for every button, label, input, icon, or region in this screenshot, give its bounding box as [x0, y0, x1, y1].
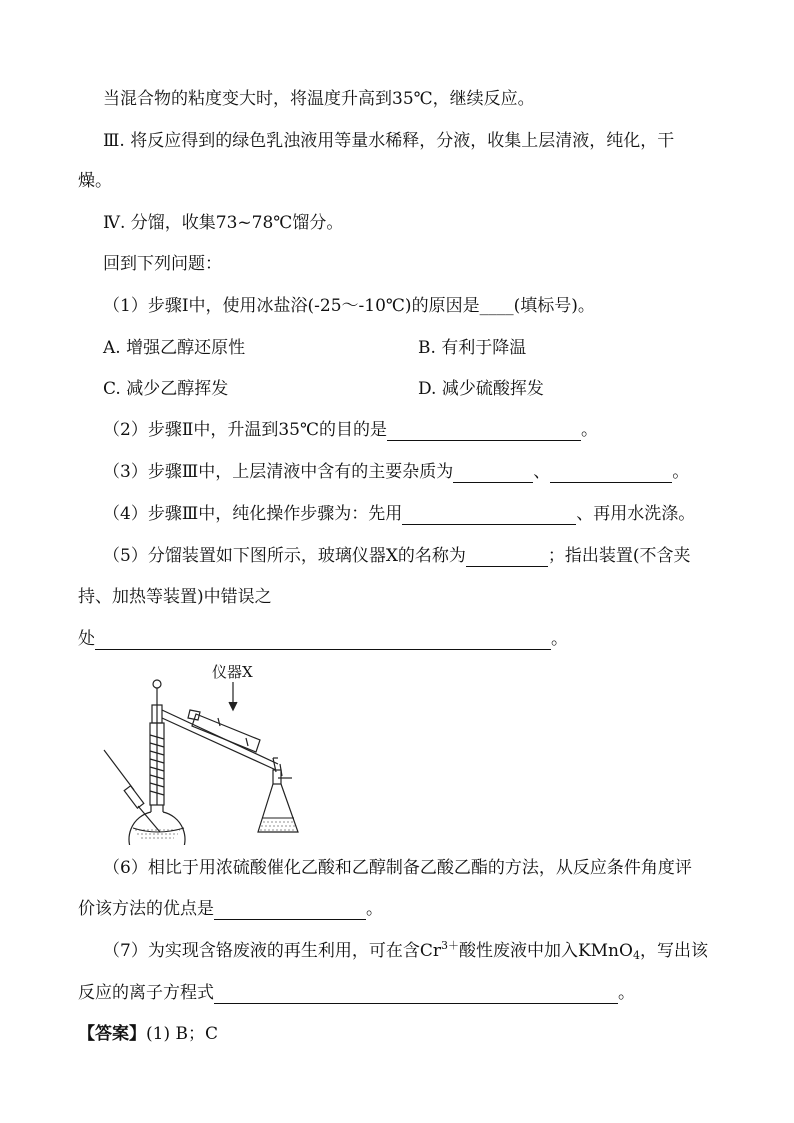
- question-2: [103, 419, 598, 441]
- option-c: C. 减少乙醇挥发: [103, 379, 229, 399]
- question-4-text: （4）步骤Ⅲ中，纯化操作步骤为：先用: [103, 504, 403, 524]
- arrow-icon: [229, 682, 237, 710]
- answer-blank-q2[interactable]: [387, 422, 581, 441]
- question-5-cont: ；指出装置(不含夹: [547, 546, 691, 566]
- question-7-mid: 酸性废液中加入KMnO: [458, 941, 633, 961]
- question-5-end: 。: [551, 629, 568, 649]
- question-2-text: （2）步骤Ⅱ中，升温到35℃的目的是: [103, 420, 388, 440]
- distillation-apparatus-figure: [100, 660, 300, 845]
- question-6-text: 价该方法的优点是: [78, 899, 214, 919]
- round-bottom-flask: [129, 805, 185, 845]
- formula-subscript: 4: [632, 949, 640, 962]
- question-6-line2: [78, 898, 383, 920]
- answer-blank-q5-a[interactable]: [466, 548, 548, 567]
- conical-flask: [258, 770, 298, 832]
- option-d: D. 减少硫酸挥发: [418, 379, 544, 399]
- question-5: [103, 545, 691, 567]
- paragraph-1: 当混合物的粘度变大时，将温度升高到35℃，继续反应。: [103, 89, 535, 109]
- question-2-end: 。: [581, 420, 599, 440]
- question-5-text: （5）分馏装置如下图所示，玻璃仪器X的名称为: [103, 546, 466, 566]
- paragraph-step4: Ⅳ. 分馏，收集73~78℃馏分。: [103, 213, 344, 233]
- question-5-line2: 持、加热等装置)中错误之: [78, 587, 272, 607]
- question-4-end: 、再用水洗涤。: [576, 504, 696, 524]
- answer-label: 【答案】: [78, 1024, 146, 1044]
- prompt-text: 回到下列问题：: [103, 254, 222, 274]
- answer-line: [78, 1023, 218, 1045]
- question-7: [103, 940, 708, 962]
- question-7-cont: ，写出该: [639, 941, 708, 961]
- instrument-x-label: 仪器X: [212, 663, 253, 681]
- answer-blank-q7[interactable]: [214, 985, 618, 1004]
- answer-blank-q3-a[interactable]: [453, 464, 533, 483]
- answer-blank-q5-b[interactable]: [95, 631, 551, 650]
- question-7-end: 。: [618, 983, 635, 1003]
- paragraph-step3-cont: 燥。: [78, 171, 112, 191]
- condenser: [162, 710, 292, 778]
- question-1: （1）步骤Ⅰ中，使用冰盐浴(-25～-10℃)的原因是____(填标号)。: [103, 296, 595, 316]
- answer-blank-q3-b[interactable]: [550, 464, 672, 483]
- option-b: B. 有利于降温: [418, 338, 527, 358]
- charge-superscript: 3＋: [440, 939, 459, 952]
- option-a: A. 增强乙醇还原性: [103, 338, 246, 358]
- question-3-sep: 、: [533, 462, 551, 482]
- question-7-text2: 反应的离子方程式: [78, 983, 214, 1003]
- thermometer-top: [153, 680, 161, 705]
- answer-blank-q6[interactable]: [214, 901, 366, 920]
- answer-text: (1) B；C: [146, 1024, 218, 1044]
- question-5-chu: 处: [78, 629, 95, 649]
- answer-blank-q4[interactable]: [402, 506, 576, 525]
- question-4: [103, 503, 695, 525]
- paragraph-step3: Ⅲ. 将反应得到的绿色乳浊液用等量水稀释，分液，收集上层清液，纯化，干: [103, 131, 675, 151]
- question-5-line3: [78, 628, 568, 650]
- question-6: （6）相比于用浓硫酸催化乙酸和乙醇制备乙酸乙酯的方法，从反应条件角度评: [103, 858, 692, 878]
- question-3-text: （3）步骤Ⅲ中，上层清液中含有的主要杂质为: [103, 462, 454, 482]
- question-7-text: （7）为实现含铬废液的再生利用，可在含Cr: [103, 941, 441, 961]
- question-3: [103, 461, 689, 483]
- question-3-end: 。: [672, 462, 690, 482]
- question-6-end: 。: [366, 899, 383, 919]
- fractionating-column: [150, 705, 164, 805]
- question-7-line2: [78, 982, 635, 1004]
